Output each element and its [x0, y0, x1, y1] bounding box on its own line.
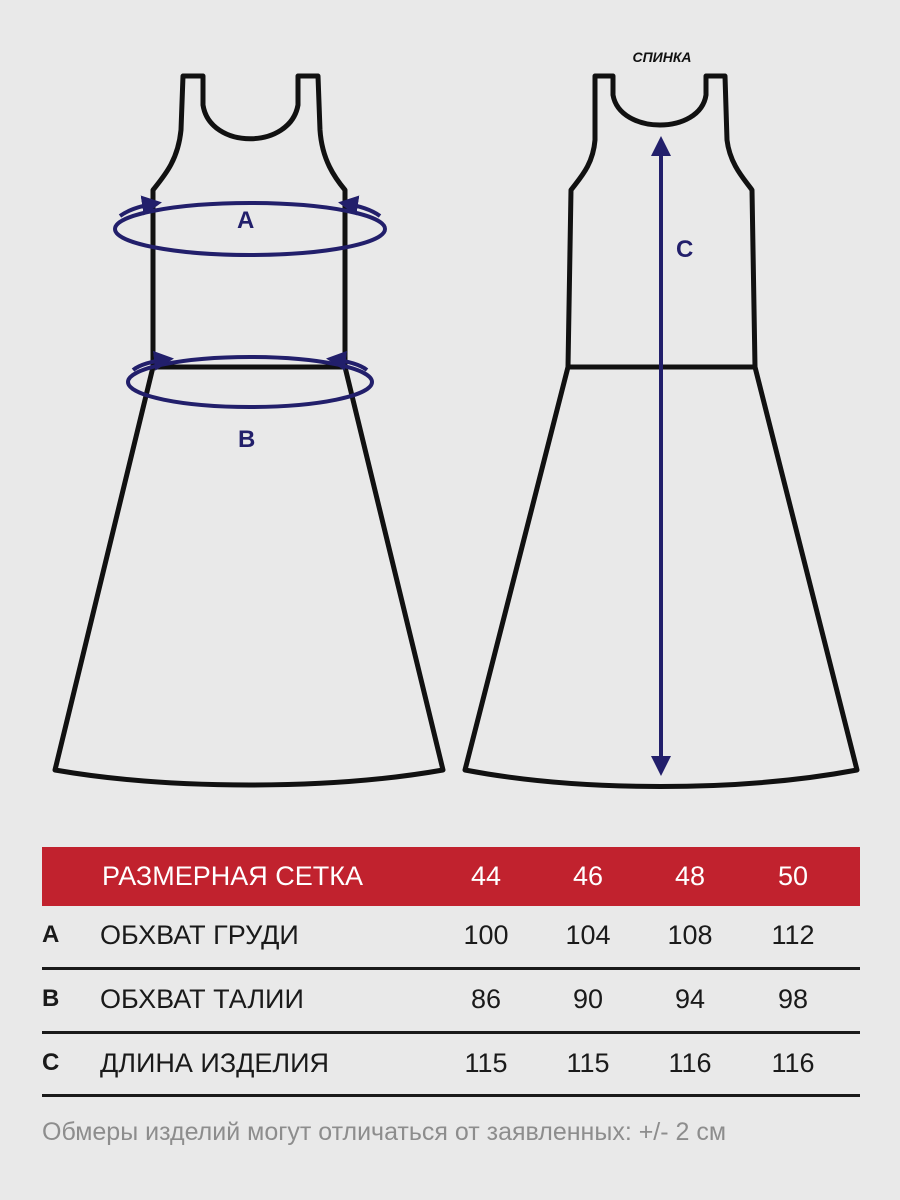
dress-back-view	[465, 49, 857, 787]
size-header-44: 44	[470, 861, 502, 891]
row-value: 112	[771, 920, 815, 950]
dress-front-view	[55, 76, 443, 785]
row-value: 116	[668, 1048, 712, 1078]
row-label: ДЛИНА ИЗДЕЛИЯ	[100, 1048, 330, 1078]
back-view-title: СПИНКА	[632, 49, 692, 65]
size-header-50: 50	[777, 861, 809, 891]
size-chart-title: РАЗМЕРНАЯ СЕТКА	[102, 861, 363, 891]
row-value: 98	[777, 984, 809, 1014]
size-header-46: 46	[572, 861, 604, 891]
row-label: ОБХВАТ ТАЛИИ	[100, 984, 304, 1014]
measurement-label-c: C	[676, 236, 694, 263]
size-header-48: 48	[674, 861, 706, 891]
row-value: 115	[566, 1048, 610, 1078]
table-row-chest	[42, 906, 860, 970]
size-chart-header	[42, 847, 860, 906]
table-row-length	[42, 1034, 860, 1097]
row-value: 104	[565, 920, 611, 950]
row-letter: C	[42, 1049, 60, 1076]
size-chart-table	[42, 847, 860, 1097]
row-value: 90	[572, 984, 604, 1014]
row-label: ОБХВАТ ГРУДИ	[100, 920, 299, 950]
measurement-label-a: A	[237, 207, 255, 234]
row-value: 115	[464, 1048, 508, 1078]
row-value: 100	[463, 920, 509, 950]
measurement-label-b: B	[238, 426, 256, 453]
row-value: 108	[667, 920, 713, 950]
row-value: 86	[470, 984, 502, 1014]
row-letter: B	[42, 985, 60, 1012]
row-value: 94	[674, 984, 706, 1014]
table-row-waist	[42, 970, 860, 1034]
row-value: 116	[771, 1048, 815, 1078]
row-letter: A	[42, 921, 60, 948]
measurement-tolerance-note: Обмеры изделий могут отличаться от заявленных: +/- 2 см	[42, 1118, 727, 1146]
